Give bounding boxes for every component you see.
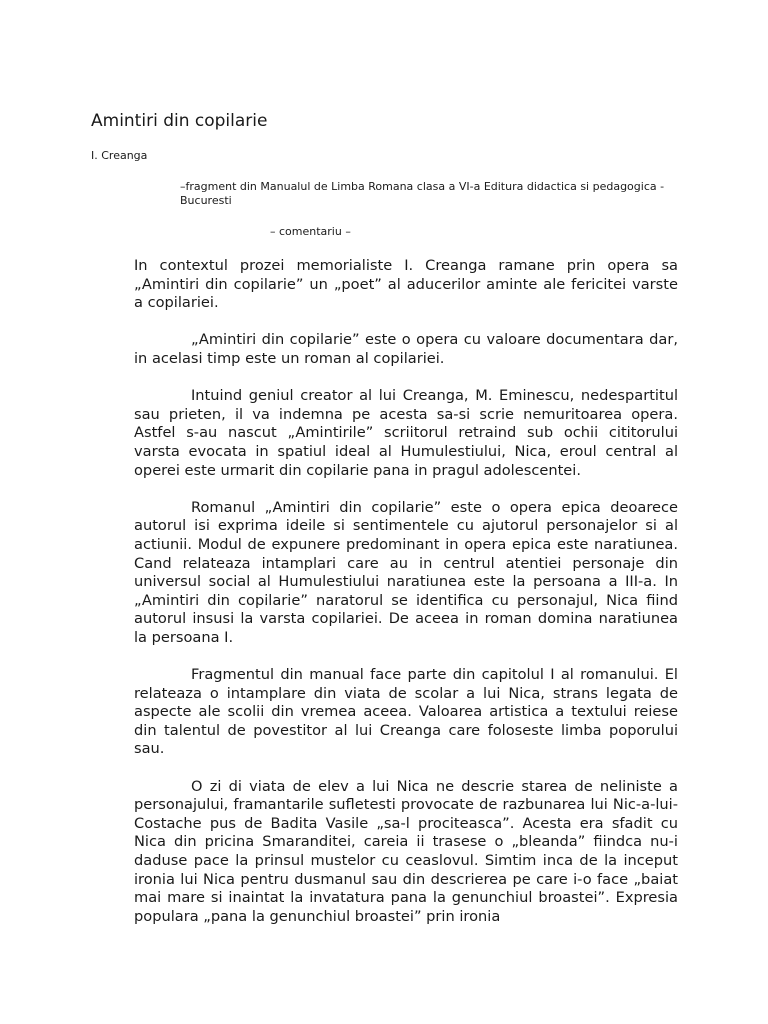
paragraph: In contextul prozei memorialiste I. Creanga ramane prin opera sa „Amintiri din copilarie” un „poet” al aducerilor aminte ale fericitei varste a copilariei.: [134, 257, 678, 312]
paragraph: O zi di viata de elev a lui Nica ne descrie starea de neliniste a personajului, framantarile sufletesti provocate de razbunarea lui Nic-a-lui-Costache pus de Badita Vasile „sa-l prociteasca”. Acesta era sfadit cu Nica din pricina Smaranditei, careia ii trasese o „bleanda” fiindca nu-i daduse pace la prinsul mustelor cu ceaslovul. Simtim inca de la inceput ironia lui Nica pentru dusmanul sau din descrierea pe care i-o face „baiat mai mare si inaintat la invatatura pana la genunchiul broastei”. Expresia populara „pana la genunchiul broastei” prin ironia: [134, 777, 678, 925]
paragraph: Intuind geniul creator al lui Creanga, M. Eminescu, nedespartitul sau prieten, il va indemna pe acesta sa-si scrie nemuritoarea opera. Astfel s-au nascut „Amintirile” scriitorul retraind sub ochii cititorului varsta evocata in spatiul ideal al Humulestiului, Nica, eroul central al operei este urmarit din copilarie pana in pragul adolescentei.: [134, 387, 678, 479]
document-title: Amintiri din copilarie: [91, 111, 268, 131]
paragraph: Fragmentul din manual face parte din capitolul I al romanului. El relateaza o intamplare din viata de scolar a lui Nica, strans legata de aspecte ale scolii din vremea aceea. Valoarea artistica a textului reiese din talentul de povestitor al lui Creanga care foloseste limba poporului sau.: [134, 666, 678, 758]
comment-label: – comentariu –: [270, 225, 351, 238]
paragraph: Romanul „Amintiri din copilarie” este o opera epica deoarece autorul isi exprima ideile si sentimentele cu ajutorul personajelor si al actiunii. Modul de expunere predominant in opera epica este naratiunea. Cand relateaza intamplari care au in centrul atentiei personaje din universul social al Humulestiului naratiunea este la persoana a III-a. In „Amintiri din copilarie” naratorul se identifica cu personajul, Nica fiind autorul insusi la varsta copilariei. De aceea in roman domina naratiunea la persoana I.: [134, 498, 678, 646]
source-note: –fragment din Manualul de Limba Romana clasa a VI-a Editura didactica si pedagogica - Bucuresti: [180, 180, 665, 207]
document-author: I. Creanga: [91, 149, 148, 162]
paragraph: „Amintiri din copilarie” este o opera cu valoare documentara dar, in acelasi timp este un roman al copilariei.: [134, 331, 678, 367]
document-body: [134, 257, 678, 945]
